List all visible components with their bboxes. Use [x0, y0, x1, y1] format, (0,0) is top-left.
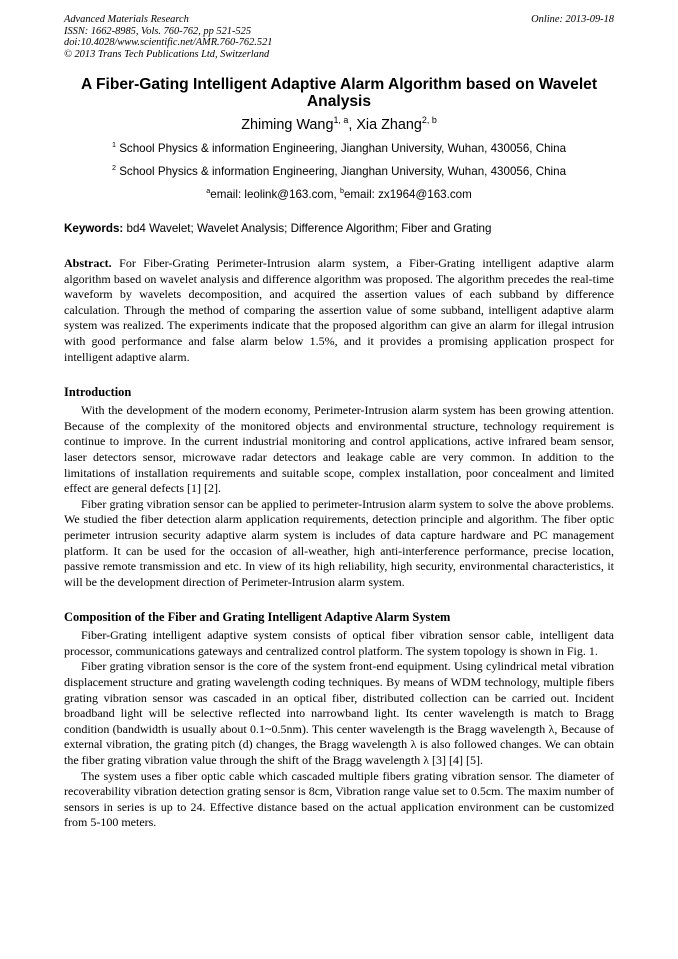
journal-info	[64, 14, 272, 60]
keywords	[64, 222, 614, 236]
author-2-superscript: 2, b	[421, 115, 437, 126]
intro-paragraph-1: With the development of the modern economy, Perimeter-Intrusion alarm system has been growing attention. Because of the complexity of the monitored objects and environmental structure, technology requirement is continue to improve. In the current industrial monitoring and control applications, active infrared beam sensor, laser detectors sensor, microwave radar detectors and leakage cable are very common. In addition to the limitations of installation requirements and suitable scope, complex installation, poor concealment and limited effect are general defects [1] [2].	[64, 403, 614, 496]
journal-name: Advanced Materials Research	[64, 14, 189, 25]
abstract-text: For Fiber-Grating Perimeter-Intrusion alarm system, a Fiber-Grating intelligent adaptive alarm algorithm based on wavelet analysis and difference algorithm was proposed. The algorithm precedes the real-time waveform by wavelets decomposition, and acquired the assertion values of each subband by difference calculation. Through the method of comparing the assertion value of some subband, intelligent adaptive alarm system was realized. The experiments indicate that the proposed algorithm can give an alarm for illegal intrusion with good performance and false alarm below 1.5%, and it provides a promising application prospect for intelligent adaptive alarm.	[64, 256, 614, 364]
email-b-superscript: b	[339, 186, 344, 196]
composition-paragraph-3: The system uses a fiber optic cable which cascaded multiple fibers grating vibration sensor. The diameter of recoverability vibration detection grating sensor is 8cm, Vibration range value set to 0.5cm. The maxim number of sensors in series is up to 24. Effective distance based on the actual application environment can be customized from 5-100 meters.	[64, 768, 614, 830]
email-a-superscript: a	[206, 186, 211, 196]
abstract	[64, 256, 614, 365]
email-b: email: zx1964@163.com	[343, 188, 472, 201]
doi-line: doi:10.4028/www.scientific.net/AMR.760-762.521	[64, 37, 273, 48]
composition-paragraph-1: Fiber-Grating intelligent adaptive system consists of optical fiber vibration sensor cable, intelligent data processor, communications gateways and centralized control platform. The system topology is shown in Fig. 1.	[64, 628, 614, 658]
author-1: Zhiming Wang	[241, 117, 334, 133]
abstract-label: Abstract.	[64, 256, 112, 270]
issn-line: ISSN: 1662-8985, Vols. 760-762, pp 521-525	[64, 25, 252, 37]
section-heading-introduction: Introduction	[64, 385, 132, 400]
affiliation-2-text: School Physics & information Engineering, Jianghan University, Wuhan, 430056, China	[119, 165, 567, 178]
author-2: Xia Zhang	[356, 117, 422, 133]
email-a: email: leolink@163.com,	[210, 188, 340, 201]
intro-paragraph-2: Fiber grating vibration sensor can be applied to perimeter-Intrusion alarm system to solve the above problems. We studied the fiber detection alarm application requirements, detection principle and algorithm. The fiber optic perimeter intrusion security adaptive alarm system is includes of data capture hardware and PC management platform. It can be used for the occasion of all-weather, high anti-interference performance, precise location, passive remote transmission and etc. In view of its high reliability, high security, environmental characteristics, it will be the development direction of Perimeter-Intrusion alarm system.	[64, 496, 614, 589]
journal-header	[64, 14, 614, 60]
keywords-text: bd4 Wavelet; Wavelet Analysis; Difference Algorithm; Fiber and Grating	[123, 222, 492, 235]
affiliation-1-text: School Physics & information Engineering, Jianghan University, Wuhan, 430056, China	[119, 142, 567, 155]
email-line	[64, 188, 614, 202]
composition-paragraph-2: Fiber grating vibration sensor is the core of the system front-end equipment. Using cylindrical metal vibration displacement structure and grating wavelength coding techniques. By means of WDM technology, multiple fibers grating vibration sensor was cascaded in an optical fiber, distributed collection can be carried out. Incident broadband light will be selective reflected into narrowband light. Its center wavelength is match to Bragg condition (bandwidth is usually about 0.1~0.5nm). This center wavelength is the Bragg wavelength λ, Because of external vibration, the grating pitch (d) changes, the Bragg wavelength λ is also followed changes. We can obtain the fiber grating vibration value through the shift of the Bragg wavelength λ [3] [4] [5].	[64, 659, 614, 768]
affiliation-2	[64, 165, 614, 179]
author-1-superscript: 1, a	[333, 115, 349, 126]
affiliation-2-superscript: 2	[111, 163, 116, 173]
author-line	[64, 116, 614, 134]
author-separator: ,	[348, 117, 357, 133]
section-heading-composition: Composition of the Fiber and Grating Intelligent Adaptive Alarm System	[64, 610, 451, 625]
keywords-label: Keywords:	[64, 222, 124, 235]
affiliation-1	[64, 142, 614, 156]
affiliation-1-superscript: 1	[111, 140, 116, 150]
paper-title: A Fiber-Gating Intelligent Adaptive Alarm Algorithm based on Wavelet Analysis	[80, 76, 598, 110]
online-date: Online: 2013-09-18	[531, 14, 614, 25]
copyright-line: © 2013 Trans Tech Publications Ltd, Switzerland	[64, 48, 270, 60]
